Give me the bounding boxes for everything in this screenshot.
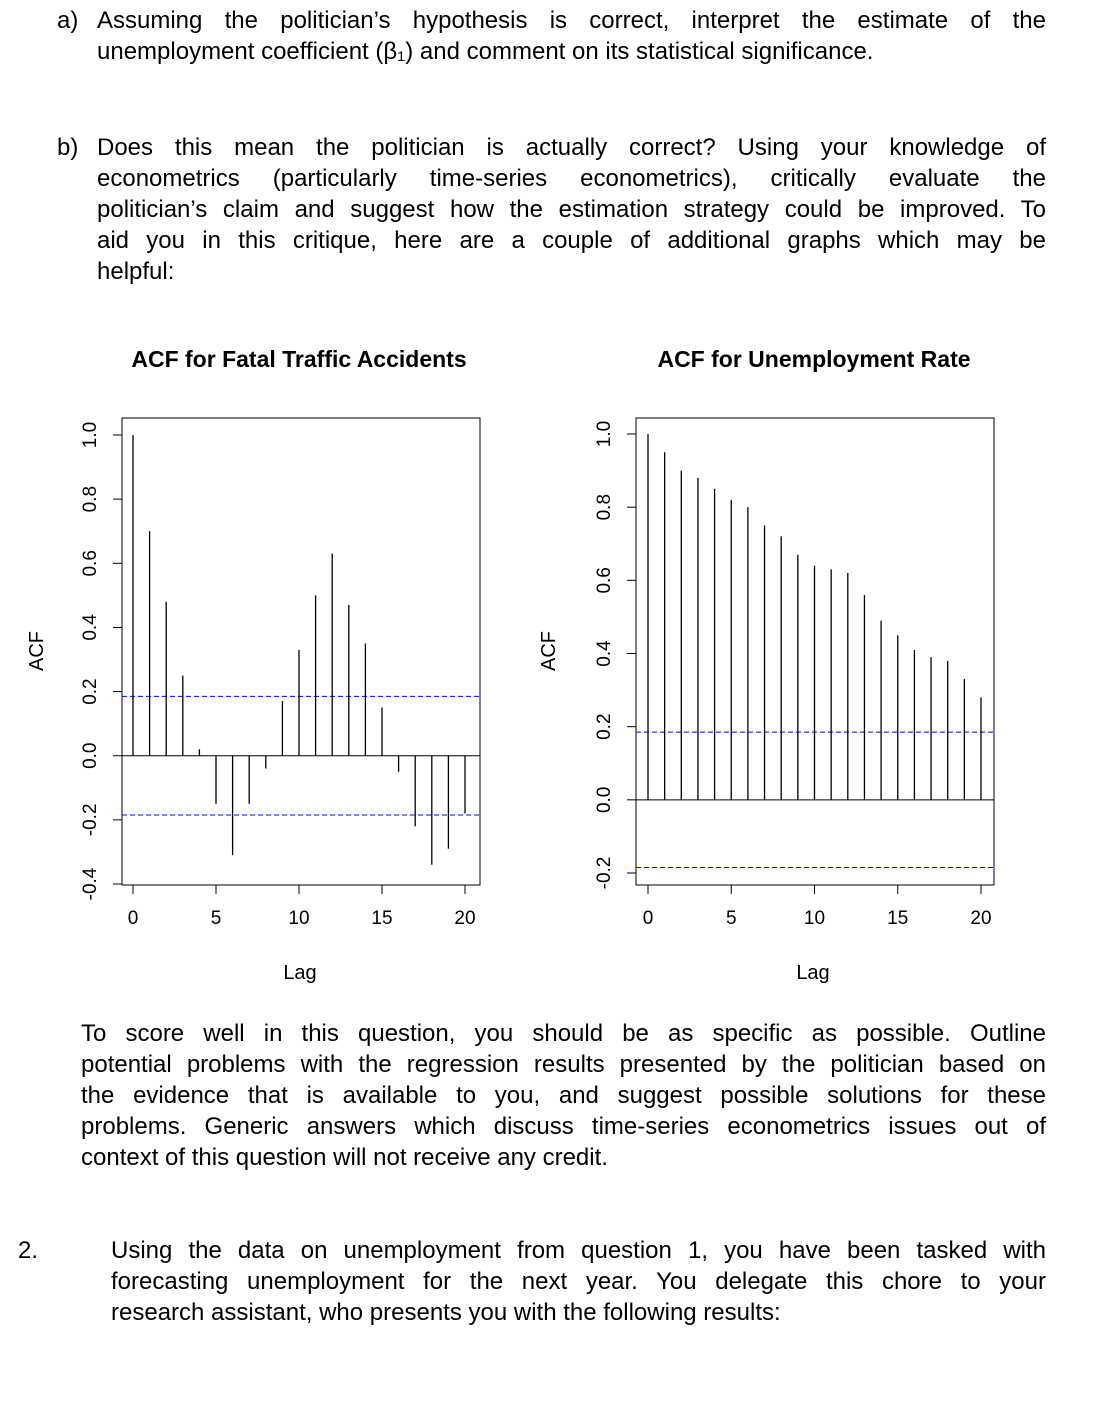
part-a-label: a) (57, 7, 79, 34)
x-tick-label: 5 (210, 908, 222, 929)
x-tick-label: 20 (970, 908, 992, 929)
y-tick-label: 1.0 (594, 420, 616, 448)
x-tick-label: 0 (642, 908, 654, 929)
part-b-line: politician’s claim and suggest how the estimation strategy could be improved. To (97, 196, 1046, 223)
chart-title: ACF for Fatal Traffic Accidents (131, 346, 467, 372)
y-axis-label: ACF (26, 631, 48, 671)
y-tick-label: 0.0 (80, 742, 102, 769)
y-tick-label: -0.2 (594, 856, 616, 890)
part-b-line: Does this mean the politician is actually correct? Using your knowledge of (97, 134, 1046, 161)
part-a-line: Assuming the politician’s hypothesis is correct, interpret the estimate of the (97, 7, 1046, 34)
x-tick-label: 5 (725, 908, 737, 929)
y-tick-label: 0.2 (594, 713, 616, 740)
x-tick-label: 20 (454, 908, 476, 929)
y-tick-label: 1.0 (80, 421, 102, 449)
y-tick-label: 0.6 (594, 567, 616, 594)
question-2-number: 2. (18, 1237, 39, 1264)
x-axis-label: Lag (796, 962, 830, 984)
question-2-line: research assistant, who presents you with the following results: (111, 1299, 781, 1326)
question-2-line: forecasting unemployment for the next year. You delegate this chore to your (111, 1268, 1046, 1295)
y-tick-label: 0.4 (594, 640, 616, 667)
instructions-line: the evidence that is available to you, and suggest possible solutions for these (81, 1082, 1046, 1109)
instructions-line: To score well in this question, you should be as specific as possible. Outline (81, 1020, 1046, 1047)
y-tick-label: -0.4 (80, 867, 102, 901)
x-tick-label: 10 (288, 908, 310, 929)
instructions-line: problems. Generic answers which discuss time-series econometrics issues out of (81, 1113, 1046, 1140)
x-tick-label: 15 (371, 908, 393, 929)
y-tick-label: 0.8 (594, 493, 616, 521)
x-tick-label: 15 (887, 908, 909, 929)
x-tick-label: 10 (803, 908, 826, 929)
y-tick-label: 0.8 (80, 485, 102, 513)
question-2-line: Using the data on unemployment from question 1, you have been tasked with (111, 1237, 1046, 1264)
part-b-line: aid you in this critique, here are a couple of additional graphs which may be (97, 227, 1046, 254)
part-b-line: econometrics (particularly time-series econometrics), critically evaluate the (97, 165, 1046, 192)
y-tick-label: -0.2 (80, 803, 102, 837)
instructions-line: context of this question will not receive any credit. (81, 1144, 608, 1171)
instructions-line: potential problems with the regression results presented by the politician based on (81, 1051, 1046, 1078)
part-b-line: helpful: (97, 258, 175, 285)
acf-unemployment-chart (538, 346, 994, 984)
y-tick-label: 0.6 (80, 550, 102, 577)
part-a-line: unemployment coefficient (β₁) and comment on its statistical significance. (97, 38, 874, 65)
y-axis-label: ACF (538, 631, 560, 671)
y-tick-label: 0.0 (594, 786, 616, 814)
chart-title: ACF for Unemployment Rate (657, 346, 971, 372)
instructions-text (81, 1018, 1046, 1173)
part-b-label: b) (57, 134, 79, 161)
acf-fatal-accidents-chart (26, 346, 480, 984)
question-2-text (111, 1235, 1046, 1328)
x-axis-label: Lag (283, 962, 317, 984)
x-tick-label: 0 (127, 908, 139, 929)
y-tick-label: 0.4 (80, 614, 102, 641)
y-tick-label: 0.2 (80, 678, 102, 705)
